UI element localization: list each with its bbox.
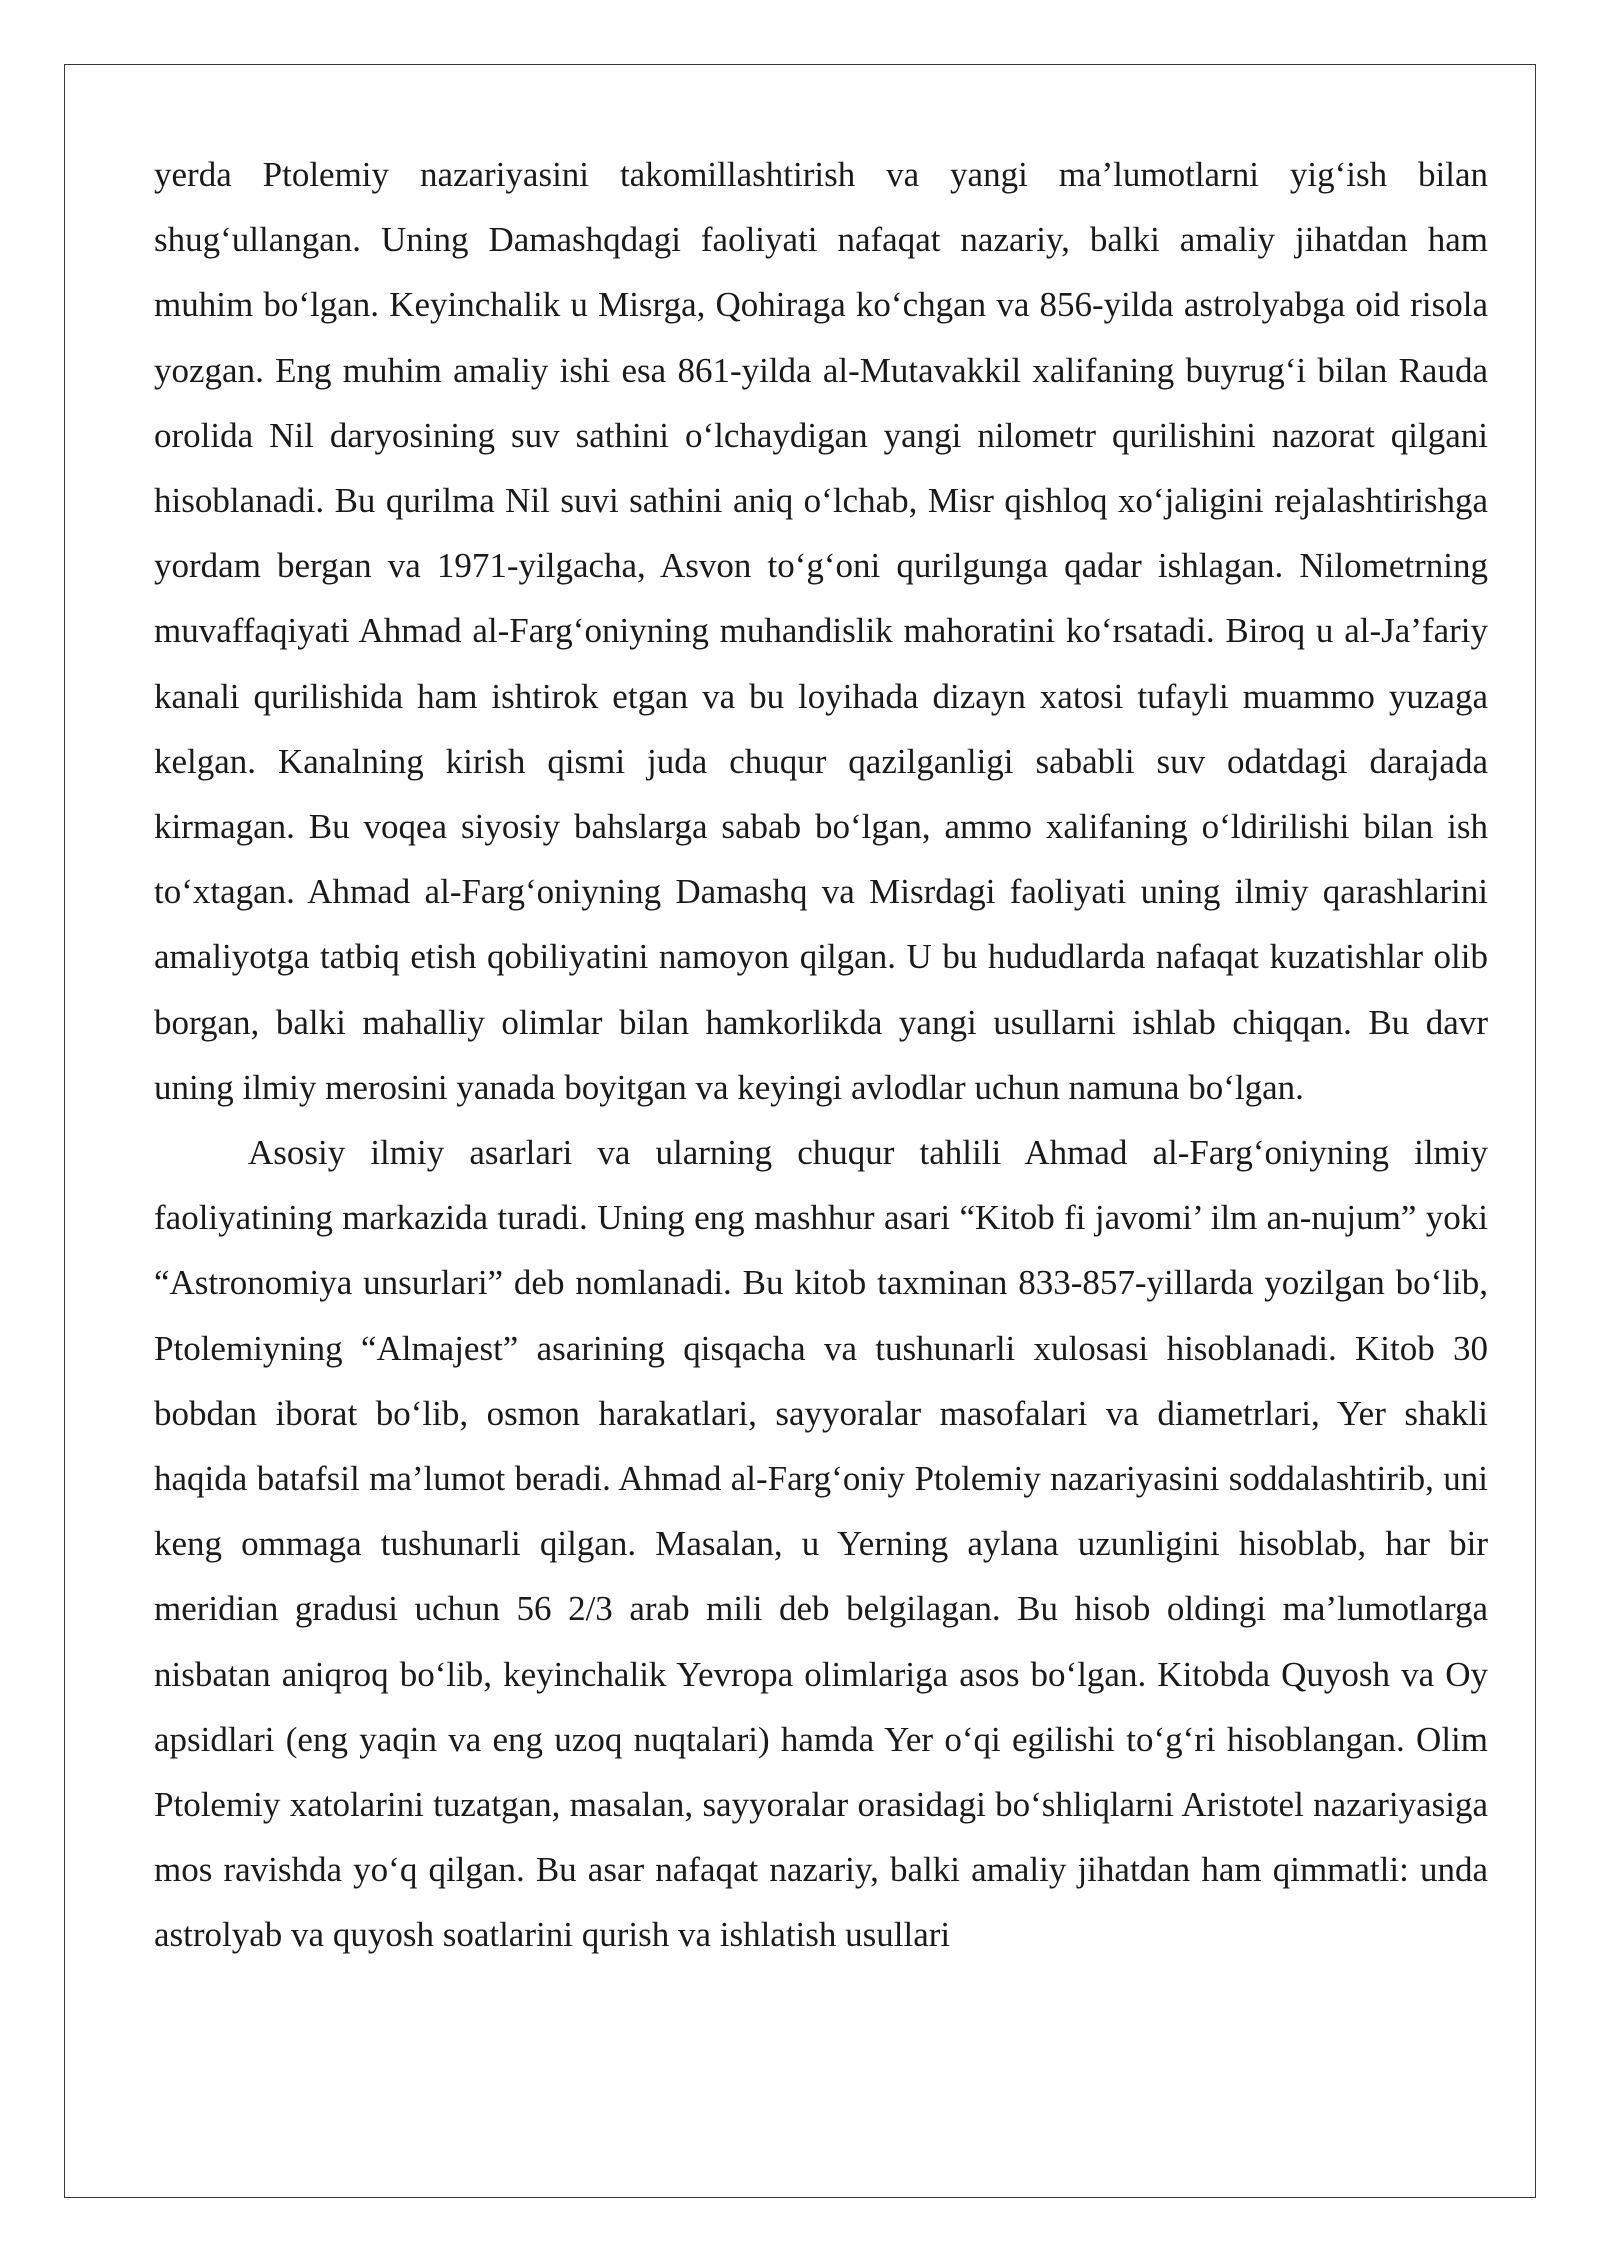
paragraph: Asosiy ilmiy asarlari va ularning chuqur tahlili Ahmad al-Farg‘oniyning ilmiy faoliyatining markazida turadi. Uning eng mashhur asari “Kitob fi javomi’ ilm an-nujum” yoki “Astronomiya unsurlari” deb nomlanadi. Bu kitob taxminan 833-857-yillarda yozilgan bo‘lib, Ptolemiyning “Almajest” asarining qisqacha va tushunarli xulosasi hisoblanadi. Kitob 30 bobdan iborat bo‘lib, osmon harakatlari, sayyoralar masofalari va diametrlari, Yer shakli haqida batafsil ma’lumot beradi. Ahmad al-Farg‘oniy Ptolemiy nazariyasini soddalashtirib, uni keng ommaga tushunarli qilgan. Masalan, u Yerning aylana uzunligini hisoblab, har bir meridian gradusi uchun 56 2/3 arab mili deb belgilagan. Bu hisob oldingi ma’lumotlarga nisbatan aniqroq bo‘lib, keyinchalik Yevropa olimlariga asos bo‘lgan. Kitobda Quyosh va Oy apsidlari (eng yaqin va eng uzoq nuqtalari) hamda Yer o‘qi egilishi to‘g‘ri hisoblangan. Olim Ptolemiy xatolarini tuzatgan, masalan, sayyoralar orasidagi bo‘shliqlarni Aristotel nazariyasiga mos ravishda yo‘q qilgan. Bu asar nafaqat nazariy, balki amaliy jihatdan ham qimmatli: unda astrolyab va quyosh soatlarini qurish va ishlatish usullari xyxy=(154,1133,1488,1955)
document-body xyxy=(154,142,1488,1968)
paragraph: yerda Ptolemiy nazariyasini takomillashtirish va yangi ma’lumotlarni yig‘ish bilan shug‘ullangan. Uning Damashqdagi faoliyati nafaqat nazariy, balki amaliy jihatdan ham muhim bo‘lgan. Keyinchalik u Misrga, Qohiraga ko‘chgan va 856-yilda astrolyabga oid risola yozgan. Eng muhim amaliy ishi esa 861-yilda al-Mutavakkil xalifaning buyrug‘i bilan Rauda orolida Nil daryosining suv sathini o‘lchaydigan yangi nilometr qurilishini nazorat qilgani hisoblanadi. Bu qurilma Nil suvi sathini aniq o‘lchab, Misr qishloq xo‘jaligini rejalashtirishga yordam bergan va 1971-yilgacha, Asvon to‘g‘oni qurilgunga qadar ishlagan. Nilometrning muvaffaqiyati Ahmad al-Farg‘oniyning muhandislik mahoratini ko‘rsatadi. Biroq u al-Ja’fariy kanali qurilishida ham ishtirok etgan va bu loyihada dizayn xatosi tufayli muammo yuzaga kelgan. Kanalning kirish qismi juda chuqur qazilganligi sababli suv odatdagi darajada kirmagan. Bu voqea siyosiy bahslarga sabab bo‘lgan, ammo xalifaning o‘ldirilishi bilan ish to‘xtagan. Ahmad al-Farg‘oniyning Damashq va Misrdagi faoliyati uning ilmiy qarashlarini amaliyotga tatbiq etish qobiliyatini namoyon qilgan. U bu hududlarda nafaqat kuzatishlar olib borgan, balki mahalliy olimlar bilan hamkorlikda yangi usullarni ishlab chiqqan. Bu davr uning ilmiy merosini yanada boyitgan va keyingi avlodlar uchun namuna bo‘lgan. xyxy=(154,155,1488,1107)
